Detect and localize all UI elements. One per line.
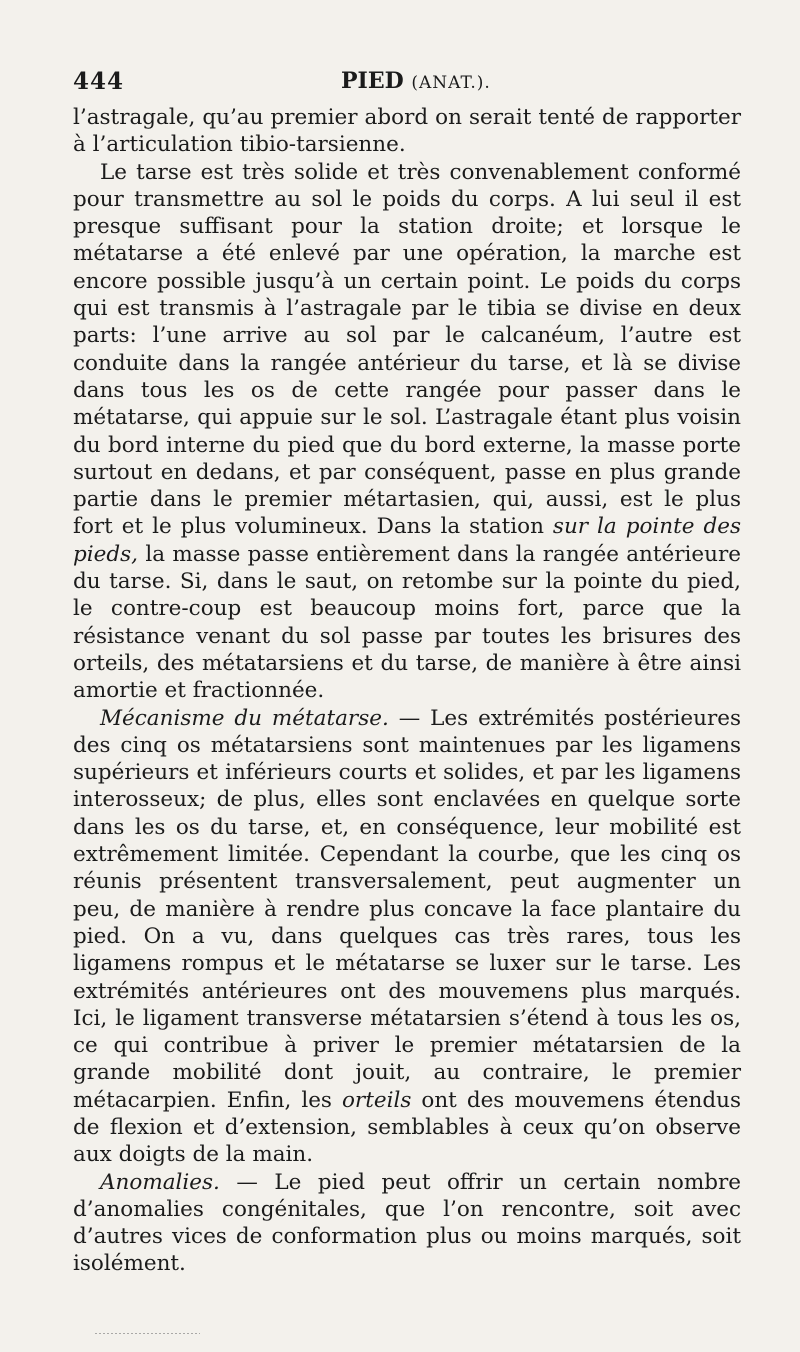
bottom-rule <box>95 1333 200 1334</box>
page-number: 444 <box>73 68 125 95</box>
section-heading-anomalies: Anomalies. <box>100 1169 220 1195</box>
paragraph-tarse <box>73 159 741 705</box>
paragraph-metatarse-end: ont des mouvemens étendus de flexion et d’extension, semblables à ceux qu’on observe aux doigts de la main. <box>73 1087 741 1168</box>
paragraph-continuation: l’astragale, qu’au premier abord on serait tenté de rapporter à l’articulation tibio-tarsienne. <box>73 105 741 158</box>
page-header <box>73 68 740 102</box>
running-head <box>341 68 491 94</box>
paragraph-metatarse-text: — Les extrémités postérieures des cinq os métatarsiens sont maintenues par les ligamens supérieurs et inférieurs courts et solides, et par les ligamens interosseux; de plus, elles sont enclavées en quelque sorte dans les os du tarse, et, en conséquence, leur mobilité est extrêmement limitée. Cependant la courbe, que les cinq os réunis présentent transversalement, peut augmenter un peu, de manière à rendre plus concave la face plantaire du pied. On a vu, dans quelques cas très rares, tous les ligamens rompus et le métatarse se luxer sur le tarse. Les extrémités antérieures ont des mouvemens plus marqués. Ici, le ligament transverse métatarsien s’étend à tous les os, ce qui contribue à priver le premier métatarsien de la grande mobilité dont jouit, au contraire, le premier métacarpien. Enfin, les <box>73 705 741 1113</box>
paragraph-metatarse <box>73 705 741 1169</box>
running-head-title: PIED <box>341 68 404 94</box>
paragraph-anomalies-text: — Le pied peut offrir un certain nombre d’anomalies congénitales, que l’on rencontre, soit avec d’autres vices de conformation plus ou moins marqués, soit isolément. <box>73 1169 742 1277</box>
paragraph-anomalies <box>73 1169 741 1278</box>
body-text <box>73 104 741 1278</box>
paragraph-tarse-text: Le tarse est très solide et très convenablement conformé pour transmettre au sol le poids du corps. A lui seul il est presque suffisant pour la station droite; et lorsque le métatarse a été enlevé par une opération, la marche est encore possible jusqu’à un certain point. Le poids du corps qui est transmis à l’astragale par le tibia se divise en deux parts: l’une arrive au sol par le calcanéum, l’autre est conduite dans la rangée antérieur du tarse, et là se divise dans tous les os de cette rangée pour passer dans le métatarse, qui appuie sur le sol. L’astragale étant plus voisin du bord interne du pied que du bord externe, la masse porte surtout en dedans, et par conséquent, passe en plus grande partie dans le premier métartasien, qui, aussi, est le plus fort et le plus volumineux. Dans la station <box>73 159 741 540</box>
paragraph-metatarse-italic: orteils <box>341 1087 412 1113</box>
paragraph-tarse-end: la masse passe entièrement dans la rangée antérieure du tarse. Si, dans le saut, on retombe sur la pointe du pied, le contre-coup est beaucoup moins fort, parce que la résistance venant du sol passe par toutes les brisures des orteils, des métatarsiens et du tarse, de manière à être ainsi amortie et fractionnée. <box>73 541 741 704</box>
paragraph-tarse-italic: sur la pointe des pieds, <box>73 514 741 567</box>
running-head-subtitle: (ANAT.). <box>411 73 491 93</box>
section-heading-metatarse: Mécanisme du métatarse. <box>100 705 389 731</box>
